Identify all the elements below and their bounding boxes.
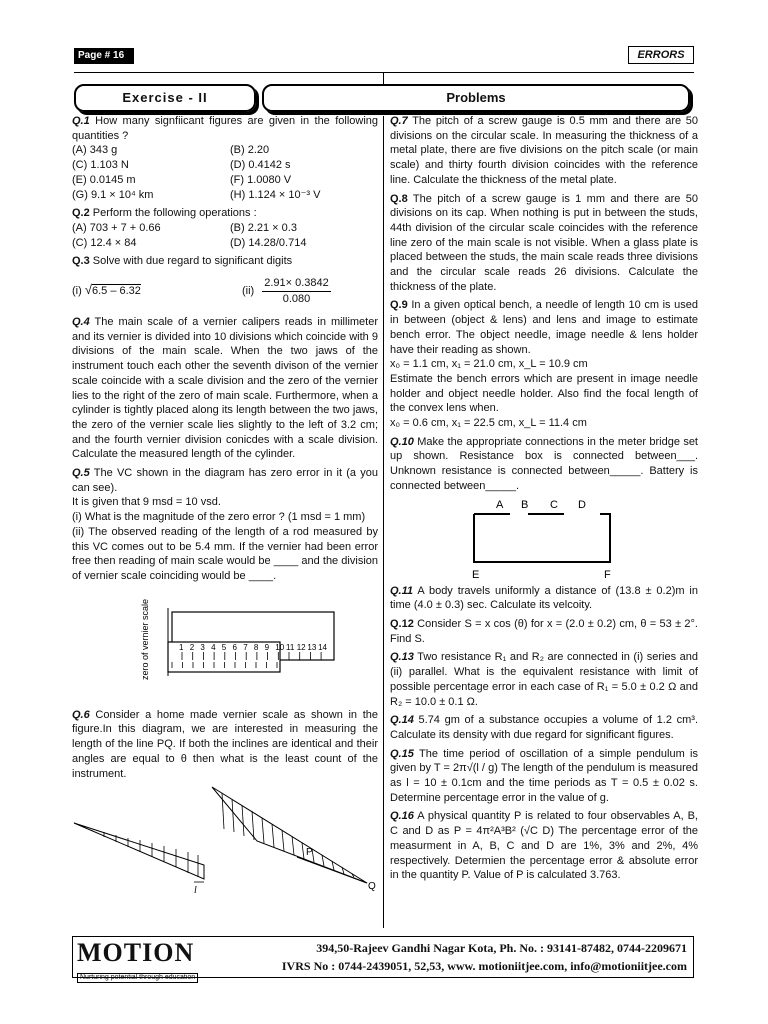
- q1-options: (A) 343 g (B) 2.20 (C) 1.103 N (D) 0.4142 s (E) 0.0145 m (F) 1.0080 V (G) 9.1 × 10⁴ km (H) 1.124 × 10⁻³ V: [72, 144, 321, 201]
- incline-figure: [72, 785, 378, 899]
- q2-options: (A) 703 + 7 + 0.66 (B) 2.21 × 0.3 (C) 12.4 × 84 (D) 14.28/0.714: [72, 221, 307, 249]
- main-scale-tick-label: 13: [307, 642, 317, 652]
- question-12: Q.12 Consider S = x cos (θ) for x = (2.0 ± 0.2) cm, θ = 53 ± 2°. Find S.: [390, 617, 698, 645]
- zero-vernier-label: zero of vernier scale: [140, 598, 150, 680]
- main-scale-tick-label: 2: [189, 642, 195, 652]
- question-7: Q.7 The pitch of a screw gauge is 0.5 mm and there are 50 divisions on the circular scale. In measuring the thickness of a metal plate, there are five divisions on the pitch scale (or main scale) and thirty fourth division coincides with the reference line. Calculate the thickness of the metal plate.: [390, 115, 699, 186]
- meter-bridge-figure: [390, 498, 698, 584]
- problems-title: Problems: [262, 84, 690, 112]
- q9-reading-2: x₀ = 0.6 cm, x₁ = 22.5 cm, x_L = 11.4 cm: [390, 417, 587, 430]
- label-l: l: [194, 885, 197, 897]
- vernier-figure: [72, 590, 378, 708]
- question-16: Q.16 A physical quantity P is related to four observables A, B, C and D as P = 4π²A³B² (√C D) The percentage error of the measurment in A, B, C and D are 1%, 3% and 2%, 4% respectively. Determien the percentage error & absolute error in the quantity P. Value of P is calculated 3.763.: [390, 810, 698, 882]
- meter-bridge-diagram: [390, 498, 698, 584]
- question-13: Q.13 Two resistance R₁ and R₂ are connected in (i) series and (ii) parallel. What is the equivalent resistance with limit of possible percentage error in each case of R₁ = 5.0 ± 0.2 Ω and R₂ = 10.0 ± 0.1 Ω.: [390, 651, 698, 708]
- q5-line-1: It is given that 9 msd = 10 vsd.: [72, 496, 221, 509]
- incline-diagram: [72, 785, 378, 899]
- main-scale-tick-label: 3: [200, 642, 205, 652]
- label-d: D: [578, 498, 586, 511]
- main-scale-tick-label: 7: [243, 642, 248, 652]
- incline-left: [74, 823, 204, 879]
- main-scale-tick-label: 5: [221, 642, 227, 652]
- label-p: P: [306, 847, 313, 859]
- main-scale-tick-label: 9: [264, 642, 270, 652]
- footer-contact: IVRS No : 0744-2439051, 52,53, www. motioniitjee.com, info@motioniitjee.com: [281, 959, 687, 973]
- logo-tagline: Nurturing potential through education: [77, 973, 198, 983]
- main-scale-tick-label: 1: [179, 642, 184, 652]
- question-4: Q.4 The main scale of a vernier calipers reads in millimeter and its vernier is divided into 10 divisions which coincide with 9 divisions of the main scale. When the two jaws of the instrument touch each other the seventh divison of the vernier scale coincide with a scale division and the zero of the vernier lies to the right of the zero of main scale. Furthermore, when a cylinder is tightly placed along its length between the two jaws, the zero of the vernier scale lies slightly to the left of 3.2 cm; and the fourth vernier division conicdes with a scale division. Calculate the measured length of the cylinder.: [72, 316, 379, 461]
- label-c: C: [550, 498, 558, 511]
- right-column: [390, 114, 698, 887]
- exercise-title: Exercise - II: [74, 84, 256, 112]
- question-2: Q.2 Perform the following operations :: [72, 207, 257, 220]
- q9-reading-1: x₀ = 1.1 cm, x₁ = 21.0 cm, x_L = 10.9 cm: [390, 358, 588, 371]
- label-a: A: [496, 498, 504, 511]
- main-scale-tick-label: 12: [296, 642, 306, 652]
- motion-logo: [77, 938, 227, 981]
- chapter-label: ERRORS: [628, 46, 694, 64]
- incline-right-hatch: [222, 793, 354, 877]
- footer: [72, 936, 694, 981]
- q5-line-2: (i) What is the magnitude of the zero error ? (1 msd = 1 mm): [72, 511, 366, 524]
- label-f: F: [604, 568, 611, 581]
- main-scale-tick-label: 6: [232, 642, 237, 652]
- main-scale-tick-label: 11: [286, 642, 295, 652]
- question-11: Q.11 A body travels uniformly a distance of (13.8 ± 0.2)m in time (4.0 ± 0.3) sec. Calculate its velcoity.: [390, 584, 698, 612]
- question-10: Q.10 Make the appropriate connections in the meter bridge set up shown. Resistance box is connected between___. Unknown resistance is connected between_____. Battery is connected between_____.: [390, 435, 698, 492]
- question-5: Q.5 The VC shown in the diagram has zero error in it (a you can see).: [72, 467, 378, 494]
- left-column: [72, 114, 378, 899]
- question-1: Q.1 How many signfiicant figures are given in the following quantities ?: [72, 115, 378, 142]
- logo-wordmark: MOTION: [77, 938, 195, 967]
- header-tick: [383, 72, 384, 84]
- main-scale-tick-label: 8: [253, 642, 259, 652]
- footer-address: 394,50-Rajeev Gandhi Nagar Kota, Ph. No. : 93141-87482, 0744-2209671: [316, 941, 687, 955]
- header-rule: [74, 72, 694, 73]
- page-number-label: Page # 16: [74, 48, 134, 64]
- incline-right: [212, 787, 367, 883]
- q3-expressions: (i) √6.5 – 6.32 (ii) 2.91× 0.3842 0.080: [72, 276, 329, 305]
- q5-line-3: (ii) The observed reading of the length of a rod measured by this VC comes out to be 5.4 mm. If the vernier had been error free then reading of main scale would be ____ and the division of vernier scale coinciding would be ____.: [72, 525, 378, 582]
- q9-middle: Estimate the bench errors which are present in image needle holder and object needle holder. Also find the focal length of the convex lens when.: [390, 372, 698, 415]
- question-6: Q.6 Consider a home made vernier scale as shown in the figure.In this diagram, we are interested in measuring the length of the line PQ. If both the inclines are identical and their angles are equal to θ then what is the least count of the instrument.: [72, 708, 378, 780]
- label-e: E: [472, 568, 480, 581]
- main-scale-tick-label: 14: [318, 642, 328, 652]
- label-b: B: [521, 498, 529, 511]
- question-8: Q.8 The pitch of a screw gauge is 1 mm and there are 50 divisions on its cap. When nothing is put in between the studs, 44th division of the circular scale coincides with the reference line zero of the main scale is not visible. When a glass plate is placed between the studs, the main scale reads three divisions and the circular scale reads 26 divisions. Calculate the thickness of the plate.: [390, 192, 698, 293]
- label-q: Q: [368, 881, 376, 893]
- main-scale-tick-label: 10: [275, 642, 285, 652]
- bridge-frame: [474, 514, 610, 562]
- question-15: Q.15 The time period of oscillation of a simple pendulum is given by T = 2π√(l / g) The length of the pendulum is measured as l = 10 ± 0.1cm and the time periods as T = 0.5 ± 0.02 s. Determine percentage error in the value of g.: [390, 747, 698, 804]
- question-9: Q.9 In a given optical bench, a needle of length 10 cm is used in between (object & lens) and lens and image to estimate bench error. The object needle, image needle & lens holder have their reading as shown.: [390, 299, 698, 356]
- vernier-diagram: [72, 590, 378, 708]
- main-scale-tick-label: 4: [211, 642, 216, 652]
- question-14: Q.14 5.74 gm of a substance occupies a volume of 1.2 cm³. Calculate its density with due regard for significant figures.: [390, 714, 698, 741]
- column-divider: [383, 116, 384, 928]
- question-3: Q.3 Solve with due regard to significant digits: [72, 255, 293, 268]
